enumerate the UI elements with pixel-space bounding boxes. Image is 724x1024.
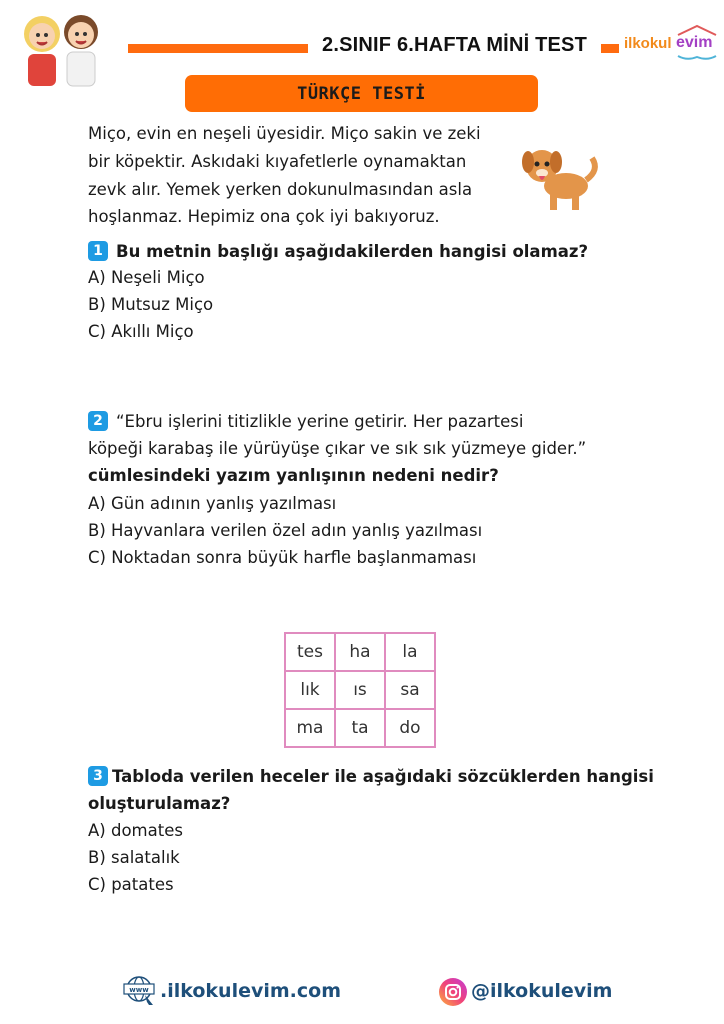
- table-cell: la: [385, 633, 435, 671]
- passage-line: Miço, evin en neşeli üyesidir. Miço sakin ve zeki: [88, 124, 481, 143]
- subject-title: TÜRKÇE TESTİ: [297, 83, 426, 104]
- table-cell: ha: [335, 633, 385, 671]
- website-link[interactable]: .ilkokulevim.com: [160, 980, 342, 1002]
- table-cell: lık: [285, 671, 335, 709]
- table-cell: sa: [385, 671, 435, 709]
- table-cell: tes: [285, 633, 335, 671]
- table-cell: do: [385, 709, 435, 747]
- option-b: B) Hayvanlara verilen özel adın yanlış yazılması: [88, 521, 483, 540]
- option-b: B) Mutsuz Miço: [88, 295, 214, 314]
- www-label: www: [129, 986, 149, 994]
- passage-line: hoşlanmaz. Hepimiz ona çok iyi bakıyoruz.: [88, 207, 440, 226]
- logo-text-ilkokul: ilkokul: [624, 35, 672, 52]
- option-c: C) Akıllı Miço: [88, 322, 194, 341]
- question-number-badge: 1: [88, 241, 108, 261]
- book-icon: [676, 54, 718, 62]
- table-cell: ma: [285, 709, 335, 747]
- logo-text-evim: evim: [676, 34, 713, 51]
- question-number-badge: 2: [88, 411, 108, 431]
- question-1: [88, 241, 588, 261]
- page-title: 2.SINIF 6.HAFTA MİNİ TEST: [322, 34, 588, 56]
- question-text: cümlesindeki yazım yanlışının nedeni nedir?: [88, 466, 499, 485]
- brand-logo: [624, 24, 720, 64]
- passage-line: zevk alır. Yemek yerken dokunulmasından asla: [88, 180, 473, 199]
- header-divider-bar: [128, 44, 308, 53]
- syllable-table: [284, 632, 436, 748]
- question-text: Bu metnin başlığı aşağıdakilerden hangisi olamaz?: [116, 242, 589, 261]
- option-c: C) Noktadan sonra büyük harfle başlanmaması: [88, 548, 477, 567]
- question-3: [88, 766, 654, 786]
- option-a: A) Neşeli Miço: [88, 268, 205, 287]
- question-number-badge: 3: [88, 766, 108, 786]
- option-a: A) Gün adının yanlış yazılması: [88, 494, 337, 513]
- subject-banner: [185, 75, 538, 112]
- table-row: [285, 671, 435, 709]
- quote-text: “Ebru işlerini titizlikle yerine getirir. Her pazartesi: [116, 412, 524, 431]
- globe-www-icon: [123, 975, 159, 1007]
- table-row: [285, 633, 435, 671]
- question-text-continued: oluşturulamaz?: [88, 794, 231, 813]
- table-cell: ta: [335, 709, 385, 747]
- question-text: Tabloda verilen heceler ile aşağıdaki sözcüklerden hangisi: [112, 767, 654, 786]
- instagram-handle[interactable]: @ilkokulevim: [471, 980, 613, 1002]
- header-accent-bar: [601, 44, 619, 53]
- table-cell: ıs: [335, 671, 385, 709]
- question-2-quote-line: [88, 411, 523, 431]
- dog-illustration: [520, 140, 600, 214]
- question-2-quote-line: köpeği karabaş ile yürüyüşe çıkar ve sık sık yüzmeye gider.”: [88, 439, 587, 458]
- option-c: C) patates: [88, 875, 174, 894]
- passage-line: bir köpektir. Askıdaki kıyafetlerle oynamaktan: [88, 152, 467, 171]
- instagram-icon: [438, 977, 468, 1007]
- option-a: A) domates: [88, 821, 183, 840]
- option-b: B) salatalık: [88, 848, 180, 867]
- table-row: [285, 709, 435, 747]
- children-illustration: [14, 4, 110, 88]
